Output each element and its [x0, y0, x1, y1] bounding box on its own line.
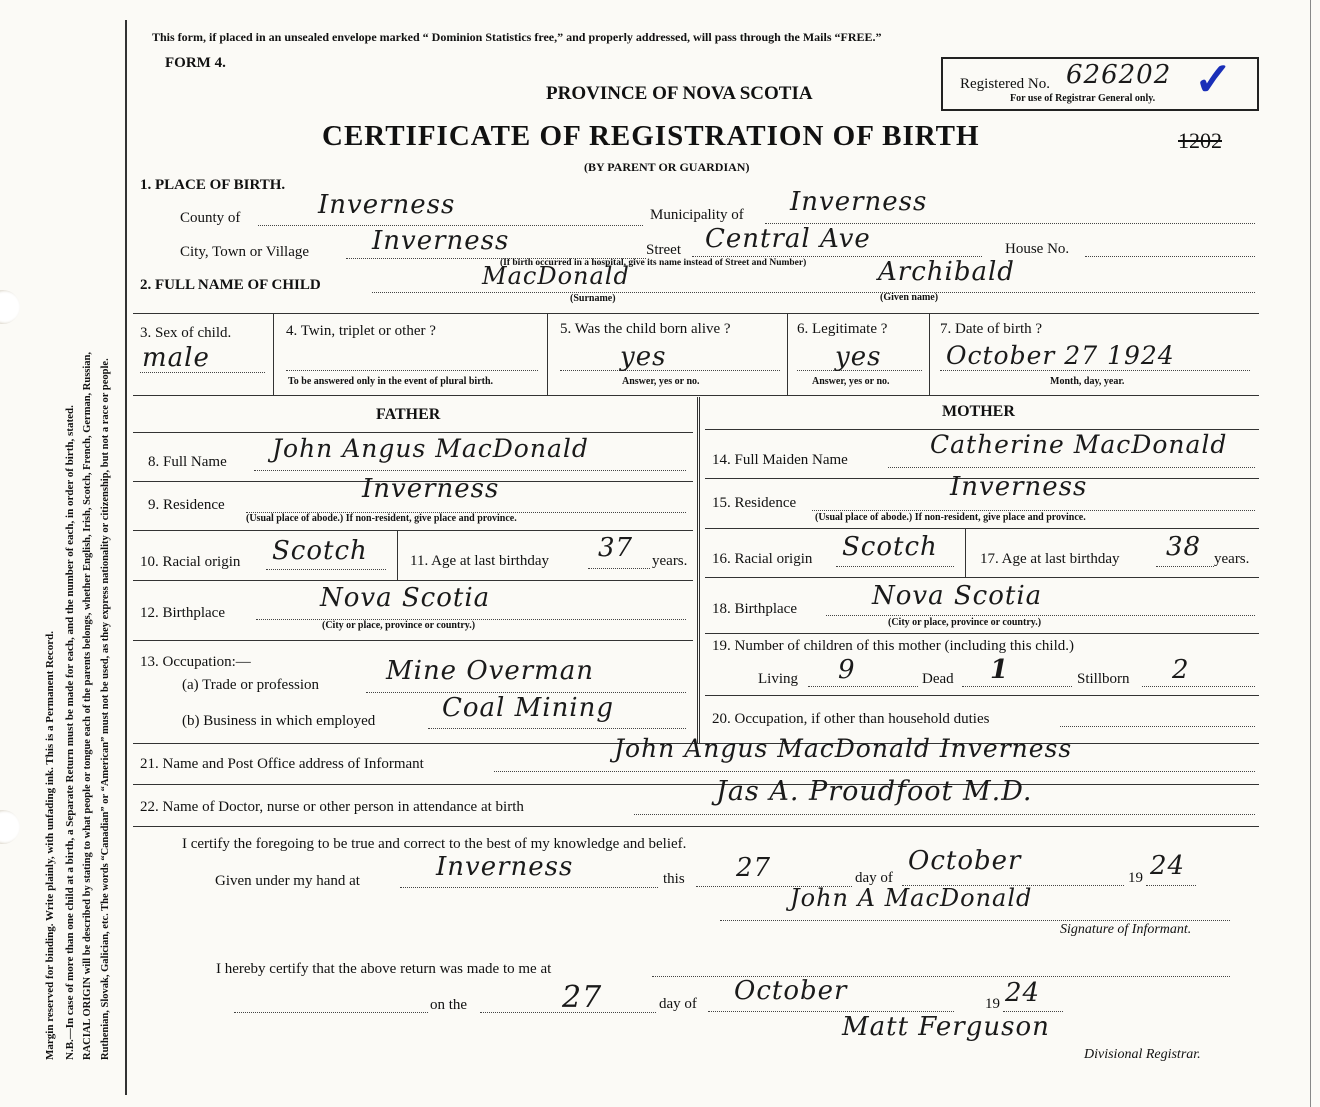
registered-number: 626202 [1066, 60, 1172, 90]
legitimate-value: yes [835, 342, 882, 372]
city-value: Inverness [372, 226, 510, 256]
check-mark: ✓ [1194, 54, 1233, 105]
registrar-day: 27 [562, 980, 603, 1015]
mother-birthplace-note: (City or place, province or country.) [888, 617, 1042, 628]
registrar-year-prefix: 19 [985, 996, 1000, 1012]
stillborn-value: 2 [1172, 655, 1190, 685]
city-label: City, Town or Village [180, 244, 310, 260]
informant-value: John Angus MacDonald Inverness [614, 734, 1073, 763]
father-race-label: 10. Racial origin [140, 554, 241, 570]
mother-name-label: 14. Full Maiden Name [712, 452, 848, 468]
business-label: (b) Business in which employed [182, 713, 376, 729]
father-age-years: years. [652, 553, 688, 569]
trade-label: (a) Trade or profession [182, 677, 320, 693]
mother-age: 38 [1166, 532, 1202, 562]
mail-notice: This form, if placed in an unsealed envelope marked “ Dominion Statistics free,” and properly addressed, will pass through the Mails “FREE.” [152, 30, 882, 44]
mother-heading: MOTHER [942, 403, 1015, 420]
form-number: FORM 4. [165, 55, 226, 71]
legitimate-label: 6. Legitimate ? [797, 321, 888, 337]
informant-label: 21. Name and Post Office address of Informant [140, 756, 424, 772]
alive-label: 5. Was the child born alive ? [560, 321, 731, 337]
registrar-use-note: For use of Registrar General only. [1010, 93, 1156, 104]
punch-hole-bottom [0, 810, 20, 844]
margin-rule [125, 20, 127, 1095]
mother-name: Catherine MacDonald [930, 430, 1228, 459]
trade-value: Mine Overman [386, 656, 595, 686]
informant-signature: John A MacDonald [790, 884, 1033, 912]
mother-birthplace-label: 18. Birthplace [712, 601, 797, 617]
certify-day-of-label: day of [855, 870, 893, 886]
mother-birthplace: Nova Scotia [872, 581, 1043, 611]
street-label: Street [646, 242, 681, 258]
mother-residence-label: 15. Residence [712, 495, 797, 511]
place-of-birth-label: 1. PLACE OF BIRTH. [140, 177, 286, 193]
dead-value: 1 [990, 655, 1010, 685]
certify-year-prefix: 19 [1128, 870, 1143, 886]
twin-note: To be answered only in the event of plural birth. [288, 376, 494, 387]
dob-value: October 27 1924 [946, 341, 1175, 370]
business-value: Coal Mining [442, 693, 615, 723]
certify-month: October [908, 846, 1022, 876]
father-birthplace-label: 12. Birthplace [140, 605, 225, 621]
legitimate-note: Answer, yes or no. [812, 376, 890, 387]
mother-occupation-label: 20. Occupation, if other than household duties [712, 711, 990, 727]
registrar-on-label: on the [430, 997, 468, 1013]
father-age-label: 11. Age at last birthday [410, 553, 549, 569]
father-residence-note: (Usual place of abode.) If non-resident, give place and province. [246, 513, 517, 524]
county-label: County of [180, 210, 241, 226]
father-residence-label: 9. Residence [148, 497, 225, 513]
surname-caption: (Surname) [570, 293, 616, 304]
father-name: John Angus MacDonald [272, 434, 589, 463]
margin-note-2: N.B.—In case of more than one child at a birth, a Separate Return must be made for each, and the number of each, in order of birth, stated. [64, 405, 76, 1060]
street-value: Central Ave [705, 224, 871, 254]
children-count-label: 19. Number of children of this mother (including this child.) [712, 638, 1075, 654]
dead-label: Dead [922, 671, 954, 687]
municipality-label: Municipality of [650, 207, 744, 223]
doctor-label: 22. Name of Doctor, nurse or other person in attendance at birth [140, 799, 524, 815]
mother-race: Scotch [842, 532, 938, 562]
doctor-value: Jas A. Proudfoot M.D. [716, 776, 1033, 807]
certify-year: 24 [1150, 851, 1186, 881]
given-name-caption: (Given name) [880, 292, 939, 303]
certificate-subtitle: (BY PARENT OR GUARDIAN) [584, 160, 750, 174]
alive-value: yes [620, 342, 667, 372]
occupation-label: 13. Occupation:— [140, 654, 251, 670]
this-label: this [663, 871, 685, 887]
certificate-title: CERTIFICATE OF REGISTRATION OF BIRTH [322, 120, 980, 152]
margin-note-1: Margin reserved for binding. Write plainly, with unfading ink. This is a Permanent Record. [44, 631, 56, 1060]
mother-residence-note: (Usual place of abode.) If non-resident, give place and province. [815, 512, 1086, 523]
registrar-year: 24 [1005, 978, 1041, 1008]
father-name-label: 8. Full Name [148, 454, 227, 470]
father-birthplace-note: (City or place, province or country.) [322, 620, 476, 631]
punch-hole-top [0, 290, 20, 324]
father-birthplace: Nova Scotia [320, 583, 491, 613]
alive-note: Answer, yes or no. [622, 376, 700, 387]
father-race: Scotch [272, 536, 368, 566]
registrar-month: October [734, 976, 848, 1006]
sex-label: 3. Sex of child. [140, 325, 232, 341]
margin-note-4: Ruthenian, Slovak, Galician, etc. The words “Canadian” or “American” must not be used, as they express nationality or citizenship, but not a race or people. [100, 358, 111, 1060]
dob-label: 7. Date of birth ? [940, 321, 1043, 337]
parents-divider [697, 397, 700, 743]
certify-statement: I certify the foregoing to be true and correct to the best of my knowledge and belief. [182, 836, 687, 852]
given-label: Given under my hand at [215, 873, 360, 889]
father-residence: Inverness [362, 474, 500, 504]
informant-signature-caption: Signature of Informant. [1060, 922, 1192, 937]
living-value: 9 [838, 655, 856, 685]
house-no-label: House No. [1005, 241, 1070, 257]
child-given-name: Archibald [878, 257, 1015, 287]
stillborn-label: Stillborn [1077, 671, 1130, 687]
child-surname: MacDonald [482, 262, 630, 290]
living-label: Living [758, 671, 798, 687]
sex-value: male [142, 343, 210, 373]
hospital-note: (If birth occurred in a hospital, give its name instead of Street and Number) [500, 258, 807, 268]
mother-race-label: 16. Racial origin [712, 551, 813, 567]
right-edge-rule [1310, 0, 1311, 1107]
twin-label: 4. Twin, triplet or other ? [286, 323, 436, 339]
mother-age-label: 17. Age at last birthday [980, 551, 1120, 567]
father-heading: FATHER [376, 406, 441, 423]
registrar-signature: Matt Ferguson [842, 1012, 1050, 1042]
dob-note: Month, day, year. [1050, 376, 1125, 387]
certify-place: Inverness [436, 852, 574, 882]
municipality-value: Inverness [790, 187, 928, 217]
mother-residence: Inverness [950, 472, 1088, 502]
registrar-day-of-label: day of [659, 996, 697, 1012]
margin-note-3: RACIAL ORIGIN will be described by stating to what people or tongue each of the parents belongs, whether English, Irish, Scotch, French, German, Russian, [82, 351, 93, 1060]
registered-label: Registered No. [960, 76, 1050, 92]
father-age: 37 [598, 533, 634, 563]
county-value: Inverness [318, 190, 456, 220]
province-heading: PROVINCE OF NOVA SCOTIA [546, 83, 813, 104]
registrar-statement: I hereby certify that the above return was made to me at [216, 961, 552, 977]
registrar-signature-caption: Divisional Registrar. [1084, 1047, 1201, 1062]
certify-day: 27 [736, 853, 772, 883]
struck-number: 1202 [1178, 128, 1222, 153]
child-name-label: 2. FULL NAME OF CHILD [140, 277, 321, 293]
mother-age-years: years. [1214, 551, 1250, 567]
